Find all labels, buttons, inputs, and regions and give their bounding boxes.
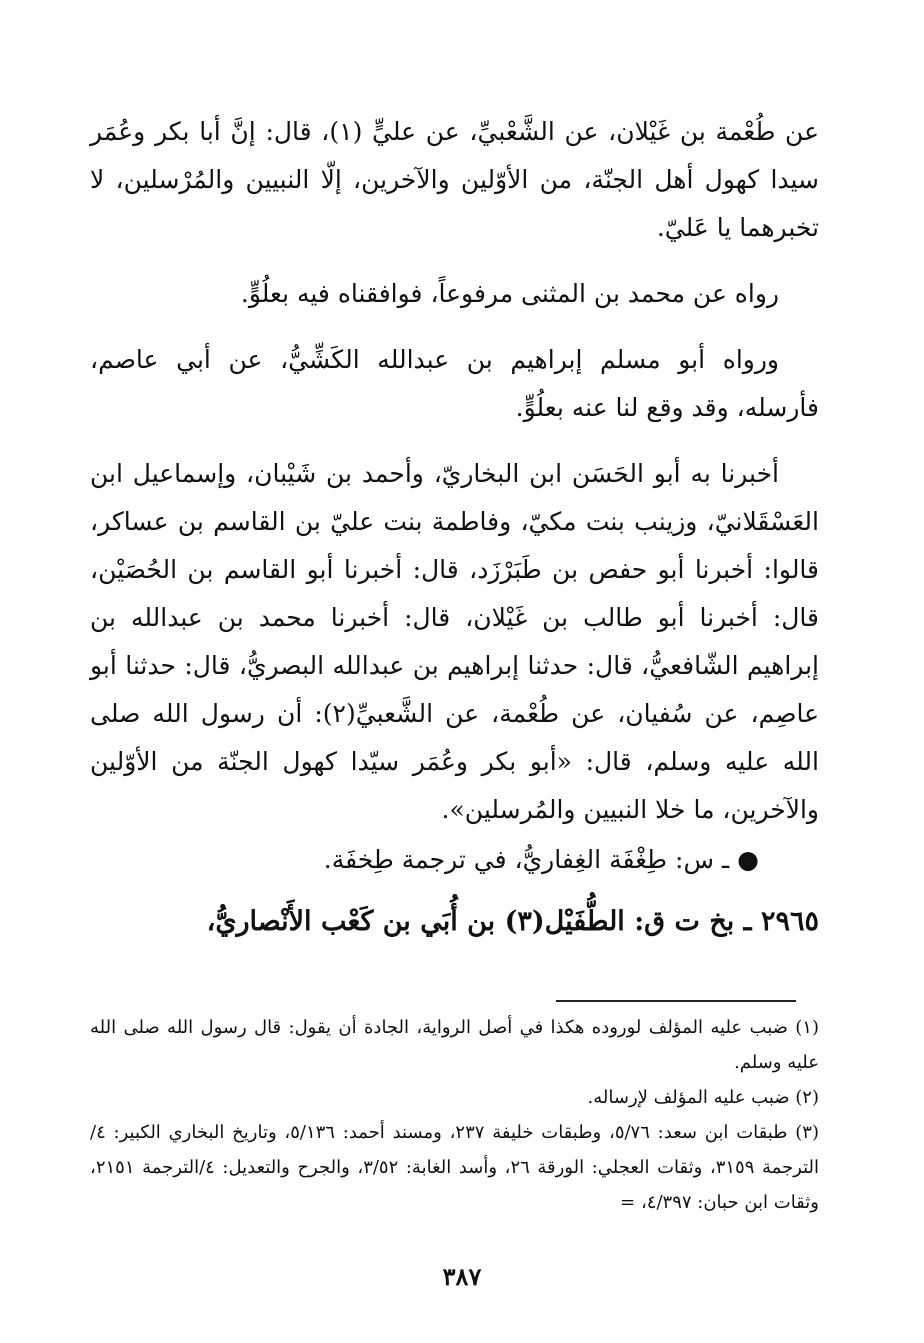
footnote-2: (٢) ضبب عليه المؤلف لإرساله. — [587, 1087, 819, 1108]
entry-heading: ٢٩٦٥ ـ بخ ت ق: الطُّفَيْل(٣) بن أُبَي بن كَعْب الأَنْصاريُّ، — [206, 906, 819, 937]
footnote-3: (٣) طبقات ابن سعد: ٥/٧٦، وطبقات خليفة ٢٣٧، ومسند أحمد: ٥/١٣٦، وتاريخ البخاري الكبير: ٤/الترجمة ٣١٥٩، وثقات العجلي: الورقة ٢٦، وأسد الغابة: ٣/٥٢، والجرح والتعديل: ٤/الترجمة ٢١٥١، وثقات ابن حبان: ٤/٣٩٧، = — [90, 1122, 819, 1213]
footnote-1: (١) ضبب عليه المؤلف لوروده هكذا في أصل الرواية، الجادة أن يقول: قال رسول الله صلى الله عليه وسلم. — [90, 1017, 819, 1073]
paragraph-hadith-text: عن طُعْمة بن غَيْلان، عن الشَّعْبيِّ، عن عليٍّ (١)، قال: إنَّ أبا بكر وعُمَر سيدا كهول أهل الجنّة، من الأوّلين والآخرين، إلّا النبيين والمُرْسلين، لا تخبرهما يا عَليّ. — [90, 117, 819, 242]
page-number: ٣٨٧ — [442, 1262, 482, 1291]
footnotes — [90, 1010, 819, 1220]
paragraph-alternate-narration: ورواه أبو مسلم إبراهيم بن عبدالله الكَشِّيُّ، عن أبي عاصم، فأرسله، وقد وقع لنا عنه بعلُوٍّ. — [90, 345, 819, 422]
main-text — [90, 108, 819, 948]
paragraph-narration-note: رواه عن محمد بن المثنى مرفوعاً، فوافقناه فيه بعلُوٍّ. — [240, 279, 779, 308]
cross-reference-line: ● ـ س: طِغْفَة الغِفاريُّ، في ترجمة طِخفَة. — [323, 845, 759, 874]
paragraph-isnad: أخبرنا به أبو الحَسَن ابن البخاريّ، وأحمد بن شَيْبان، وإسماعيل ابن العَسْقَلانيّ، وزينب بنت مكيّ، وفاطمة بنت عليّ بن القاسم بن عساكر، قالوا: أخبرنا أبو حفص بن طَبَرْزَد، قال: أخبرنا أبو القاسم بن الحُصَيْن، قال: أخبرنا أبو طالب بن غَيْلان، قال: أخبرنا محمد بن عبدالله بن إبراهيم الشّافعيُّ، قال: حدثنا إبراهيم بن عبدالله البصريُّ، قال: حدثنا أبو عاصِم، عن سُفيان، عن طُعْمة، عن الشَّعبيِّ(٢): أن رسول الله صلى الله عليه وسلم، قال: «أبو بكر وعُمَر سيّدا كهول الجنّة من الأوّلين والآخرين، ما خلا النبيين والمُرسلين». — [90, 459, 819, 824]
footnote-separator — [556, 1000, 796, 1002]
